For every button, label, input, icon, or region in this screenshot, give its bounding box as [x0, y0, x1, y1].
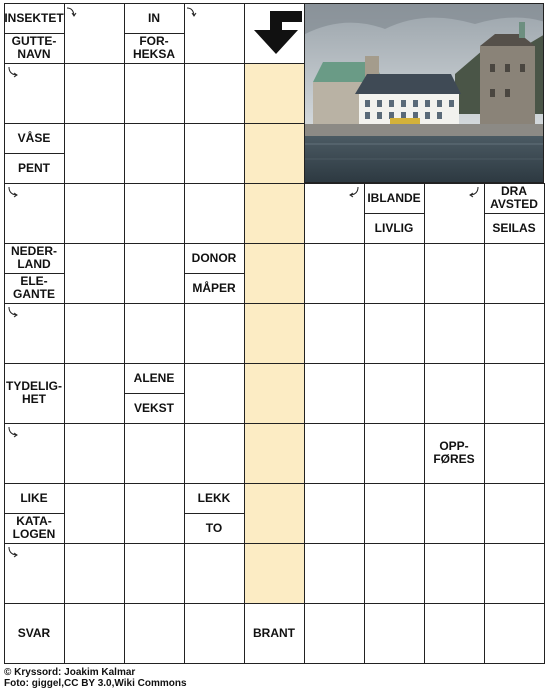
answer-cell[interactable] [364, 363, 425, 424]
clue-seilas: SEILAS [492, 220, 536, 235]
clue-katalogen: KATA- LOGEN [12, 514, 56, 541]
clue-dra-avsted: DRA AVSTED [490, 184, 538, 211]
clue-svar: SVAR [17, 625, 51, 640]
answer-cell[interactable] [124, 543, 185, 604]
answer-cell[interactable] [124, 423, 185, 484]
right-arrow-icon [7, 546, 19, 558]
answer-cell[interactable] [64, 483, 125, 544]
answer-cell[interactable] [64, 423, 125, 484]
answer-cell[interactable] [64, 63, 125, 124]
answer-cell[interactable] [184, 603, 245, 664]
clue-tydelighet: TYDELIG- HET [6, 379, 62, 406]
answer-cell[interactable] [364, 423, 425, 484]
answer-cell[interactable] [364, 543, 425, 604]
right-arrow-icon [7, 186, 19, 198]
answer-cell[interactable] [304, 423, 365, 484]
clue-livlig: LIVLIG [374, 220, 414, 235]
credit-crossword: © Kryssord: Joakim Kalmar [4, 667, 136, 678]
answer-cell[interactable] [64, 543, 125, 604]
clue-oppfores: OPP- FØRES [433, 439, 475, 466]
answer-cell[interactable] [124, 603, 185, 664]
answer-cell[interactable] [304, 543, 365, 604]
answer-cell[interactable] [244, 303, 305, 364]
answer-cell[interactable] [244, 543, 305, 604]
clue-donor: DONOR [191, 250, 237, 265]
clue-like: LIKE [20, 490, 48, 505]
answer-cell[interactable] [124, 483, 185, 544]
down-arrow-icon [66, 6, 78, 18]
answer-cell[interactable] [424, 363, 485, 424]
right-arrow-icon [7, 66, 19, 78]
answer-cell[interactable] [64, 303, 125, 364]
clue-brant: BRANT [253, 625, 295, 640]
answer-cell[interactable] [64, 363, 125, 424]
answer-cell[interactable] [64, 603, 125, 664]
answer-cell[interactable] [424, 543, 485, 604]
answer-cell[interactable] [184, 543, 245, 604]
answer-cell[interactable] [184, 123, 245, 184]
clue-vekst: VEKST [133, 400, 174, 415]
answer-cell[interactable] [424, 603, 485, 664]
answer-cell[interactable] [364, 603, 425, 664]
clue-lekk: LEKK [197, 490, 231, 505]
down-arrow-icon [186, 6, 198, 18]
clue-guttenavn: GUTTE- NAVN [11, 34, 57, 61]
solution-arrow-icon [248, 8, 304, 56]
answer-cell[interactable] [424, 243, 485, 304]
answer-cell[interactable] [244, 183, 305, 244]
answer-cell[interactable] [184, 363, 245, 424]
answer-cell[interactable] [484, 363, 545, 424]
answer-cell[interactable] [364, 303, 425, 364]
left-arrow-icon [348, 186, 360, 198]
answer-cell[interactable] [244, 363, 305, 424]
answer-cell[interactable] [64, 123, 125, 184]
answer-cell[interactable] [484, 603, 545, 664]
answer-cell[interactable] [304, 243, 365, 304]
clue-vase: VÅSE [17, 130, 51, 145]
answer-cell[interactable] [124, 63, 185, 124]
clue-insektet: INSEKTET [4, 10, 64, 25]
clue-pent: PENT [17, 160, 50, 175]
clue-alene: ALENE [133, 370, 175, 385]
answer-cell[interactable] [304, 483, 365, 544]
answer-cell[interactable] [124, 303, 185, 364]
answer-cell[interactable] [424, 303, 485, 364]
answer-cell[interactable] [124, 123, 185, 184]
answer-cell[interactable] [484, 303, 545, 364]
answer-cell[interactable] [304, 363, 365, 424]
clue-elegante: ELE- GANTE [13, 274, 55, 301]
right-arrow-icon [7, 426, 19, 438]
clue-maper: MÅPER [192, 280, 236, 295]
clue-nederland: NEDER- LAND [10, 244, 57, 271]
answer-cell[interactable] [304, 603, 365, 664]
answer-cell[interactable] [244, 63, 305, 124]
answer-cell[interactable] [424, 483, 485, 544]
answer-cell[interactable] [124, 243, 185, 304]
answer-cell[interactable] [484, 543, 545, 604]
answer-cell[interactable] [64, 243, 125, 304]
clue-iblande: IBLANDE [367, 190, 421, 205]
answer-cell[interactable] [304, 303, 365, 364]
clue-to: TO [205, 520, 223, 535]
answer-cell[interactable] [244, 123, 305, 184]
left-arrow-icon [468, 186, 480, 198]
answer-cell[interactable] [484, 423, 545, 484]
credits [4, 667, 187, 689]
answer-cell[interactable] [364, 243, 425, 304]
answer-cell[interactable] [64, 183, 125, 244]
answer-cell[interactable] [124, 183, 185, 244]
answer-cell[interactable] [244, 483, 305, 544]
answer-cell[interactable] [244, 243, 305, 304]
credit-photo: Foto: giggel,CC BY 3.0,Wiki Commons [4, 678, 187, 689]
answer-cell[interactable] [484, 483, 545, 544]
right-arrow-icon [7, 306, 19, 318]
answer-cell[interactable] [184, 183, 245, 244]
answer-cell[interactable] [244, 423, 305, 484]
answer-cell[interactable] [184, 63, 245, 124]
answer-cell[interactable] [184, 423, 245, 484]
photo-harbour-buildings [304, 3, 544, 183]
clue-in: IN [148, 10, 160, 25]
clue-forheksa: FOR- HEKSA [132, 34, 175, 61]
answer-cell[interactable] [484, 243, 545, 304]
answer-cell[interactable] [184, 303, 245, 364]
answer-cell[interactable] [364, 483, 425, 544]
